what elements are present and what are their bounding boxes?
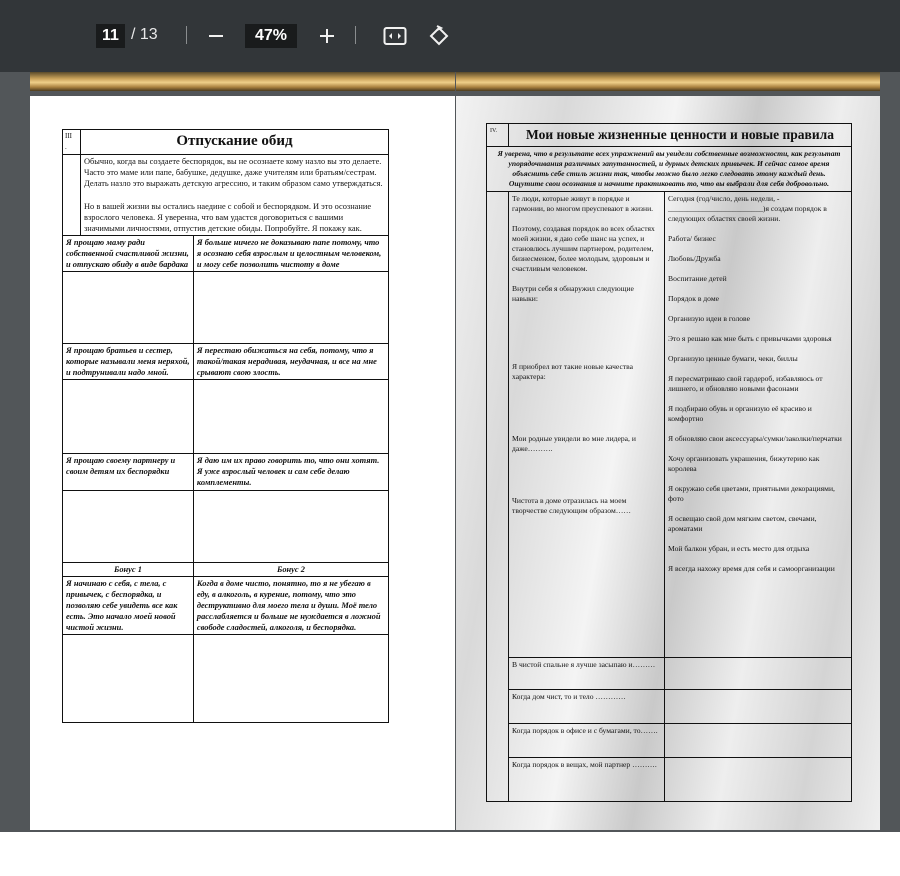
page-header-strip [456, 72, 880, 91]
writing-cell[interactable] [193, 380, 388, 454]
reflection-row: Когда порядок в вещах, мой партнер ………. [509, 758, 665, 802]
reflection-column: Те люди, которые живут в порядке и гармонии, во многом преуспевают в жизни. Поэтому, создавая порядок во всех областях моей жизни, я даю себе шанс на успех, и становлюсь лучшим партнером, родителем, бизнесменом, более молодым, здоровым и счастливым человеком. Внутри себя я обнаружил следующие навыки: Я приобрел вот такие новые качества характера: Мои родные увидели во мне лидера, и даже………. Чистота в доме отразилась на моем творчестве следующим образом…… [509, 192, 665, 658]
writing-cell[interactable] [665, 658, 852, 690]
bottom-area [0, 832, 900, 876]
affirmation-cell: Я больше ничего не доказываю папе потому, что я осознаю себя взрослым и целостным человеком, и могу себе позволить чистоту в доме [193, 236, 388, 272]
affirmation-cell: Я прощаю своему партнеру и своим детям их беспорядки [63, 454, 194, 491]
writing-cell[interactable] [63, 380, 194, 454]
intro-text: Обычно, когда вы создаете беспорядок, вы не осознаете кому назло вы это делаете. Часто это маме или папе, бабушке, дедушке, даже учителям или братьям/сестрам. Делать назло это выражать детскую агрессию, и таким образом само утверждаться. Но в вашей жизни вы остались наедине с собой и беспорядком. И это осознание взрослого человека. Я уверенна, что вам удастся договориться с вашими значимыми личностями, отпустив детские обиды. Попробуйте. Я покажу как. [81, 155, 389, 236]
writing-cell[interactable] [193, 272, 388, 344]
writing-cell[interactable] [665, 758, 852, 802]
page-total: / 13 [131, 26, 158, 43]
reflection-row: Когда порядок в офисе и с бумагами, то……. [509, 724, 665, 758]
page-title: Мои новые жизненные ценности и новые правила [509, 124, 852, 147]
bonus-1-heading: Бонус 1 [63, 563, 194, 577]
writing-cell[interactable] [63, 635, 194, 723]
affirmation-cell: Я начинаю с себя, с тела, с привычек, с беспорядка, и позволяю себе увидеть все как есть. Это начало моей новой чистой жизни. [63, 577, 194, 635]
affirmation-cell: Я прощаю маму ради собственной счастливой жизни, и отпускаю обиду в виде бардака [63, 236, 194, 272]
page-title: Отпускание обид [81, 130, 389, 155]
minus-icon[interactable] [202, 22, 230, 50]
forgiveness-table [62, 129, 389, 723]
reflection-row: В чистой спальне я лучше засыпаю и……… [509, 658, 665, 690]
section-number: IV. [487, 124, 509, 147]
page-left [30, 96, 455, 830]
writing-cell[interactable] [63, 272, 194, 344]
rotate-icon[interactable] [425, 22, 453, 50]
page-header-strip [30, 72, 455, 91]
pdf-toolbar [0, 0, 900, 72]
zoom-level-input[interactable]: 47% [245, 24, 297, 48]
page-number-input[interactable]: 11 [96, 24, 125, 48]
affirmation-cell: Я прощаю братьев и сестер, которые называли меня неряхой, и подтрунивали надо мной. [63, 344, 194, 380]
affirmation-cell: Когда в доме чисто, понятно, то я не убегаю в еду, в алкоголь, в курение, потому, что это деструктивно для моего тела и души. Моё тело расслабляется и больше не нуждается в ложной свободе сладостей, алкоголя, и беспорядка. [193, 577, 388, 635]
writing-cell[interactable] [665, 724, 852, 758]
section-number: III . [63, 130, 81, 155]
page-right [456, 96, 880, 830]
reflection-row: Когда дом чист, то и тело ………… [509, 690, 665, 724]
writing-cell[interactable] [193, 635, 388, 723]
areas-column: Сегодня (год/число, день недели, - _________________________)я создам порядок в следующих областях своей жизни. Работа/ бизнес Любовь/Дружба Воспитание детей Порядок в доме Организую идеи в голове Это я решаю как мне быть с привычками здоровья Организую ценные бумаги, чеки, биллы Я пересматриваю свой гардероб, избавляюсь от лишнего, и обновляю новыми фасонами Я подбираю обувь и организую её красиво и комфортно Я обновляю свои аксессуары/сумки/заколки/перчатки Хочу организовать украшения, бижутерию как королева Я окружаю себя цветами, приятными декорациями, фото Я освещаю свой дом мягким светом, свечами, ароматами Мой балкон убран, и есть место для отдыха Я всегда нахожу время для себя и самоорганизации [665, 192, 852, 658]
bonus-2-heading: Бонус 2 [193, 563, 388, 577]
plus-icon[interactable] [313, 22, 341, 50]
affirmation-cell: Я даю им их право говорить то, что они хотят. Я уже взрослый человек и сам себе делаю комплементы. [193, 454, 388, 491]
writing-cell[interactable] [63, 491, 194, 563]
affirmation-cell: Я перестаю обижаться на себя, потому, что я такой/такая нерадивая, неудачная, и все на мне срывают свою злость. [193, 344, 388, 380]
fit-to-page-icon[interactable] [381, 22, 409, 50]
toolbar-separator [186, 26, 187, 44]
writing-cell[interactable] [193, 491, 388, 563]
toolbar-separator [355, 26, 356, 44]
values-table [486, 123, 852, 802]
intro-text: Я уверена, что в результате всех упражнений вы увидели собственные возможности, как результат упорядочивания различных запутанностей, и дурных детских привычек. И сейчас самое время объяснить себе стиль жизни так, чтобы можно было легко следовать этому каждый день. Ощутите свои осознания и начните практиковать то, что вы выбрали для себя добровольно. [487, 147, 852, 192]
writing-cell[interactable] [665, 690, 852, 724]
